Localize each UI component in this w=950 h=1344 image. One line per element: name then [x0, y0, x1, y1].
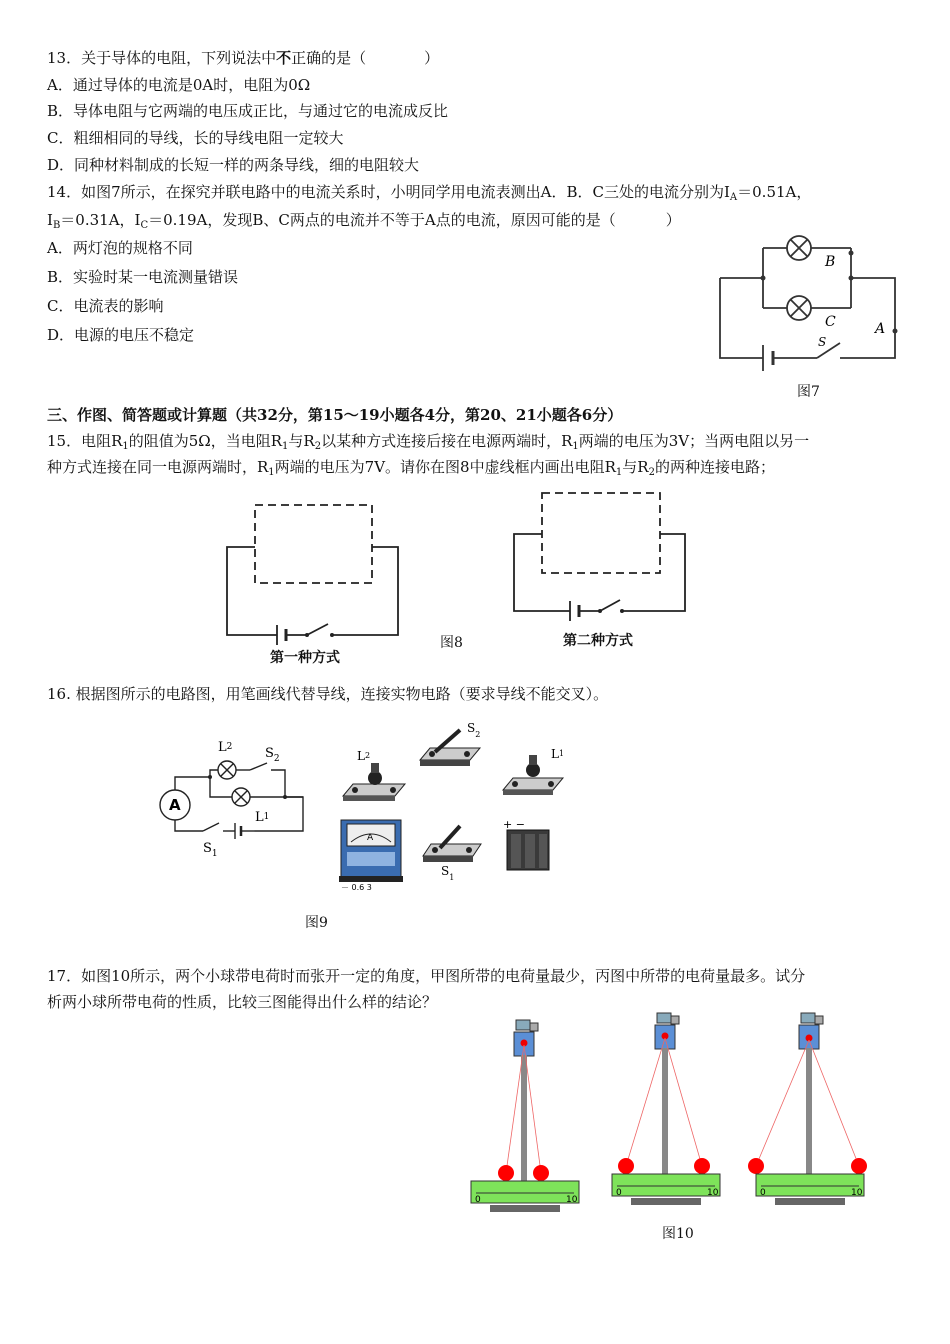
section3-title: 三、作图、简答题或计算题（共32分，第15～19小题各4分，第20、21小题各6分） — [47, 406, 623, 424]
svg-text:L1 — [551, 747, 564, 761]
switch-s2-component — [420, 721, 480, 766]
figure7-label-b: B — [825, 254, 836, 270]
q13-option-a: A．通过导体的电流是0A时，电阻为0Ω — [47, 76, 311, 94]
component-l1-label: L — [551, 747, 559, 761]
q13-option-c: C．粗细相同的导线，长的导线电阻一定较大 — [47, 129, 344, 147]
svg-text:L1 — [255, 810, 269, 825]
bulb-l2-component — [343, 749, 405, 801]
q15-stem-line1: 15．电阻$R_1$的阻值为5Ω，当电阻$R_1$与$R_2$以某种方式连接后接在电源两端时，$R_1$两端的电压为3V；当两电阻以另一 — [47, 432, 810, 452]
q14-stem-line2: $I_B=0.31A$，$I_C=0.19A$，发现B、C两点的电流并不等于A点的电流，原因可能的是（ ） — [47, 211, 681, 231]
figure9-circuit-diagram — [155, 735, 315, 865]
figure9-components — [335, 718, 595, 893]
figure9-caption: 图9 — [305, 915, 328, 931]
figure8-label-second: 第二种方式 — [563, 633, 633, 649]
component-l1-sub: 1 — [558, 749, 565, 758]
q17-stem-line1: 17．如图10所示，两个小球带电荷时而张开一定的角度，甲图所带的电荷量最少，丙图中所带的电荷量最多。试分 — [47, 967, 806, 985]
svg-text:S1 — [203, 841, 218, 859]
diagram-s1-label: S — [203, 841, 212, 856]
diagram-l2-label: L — [218, 740, 227, 755]
figure7-label-a: A — [875, 321, 886, 337]
scale2-start: 0 — [616, 1188, 622, 1198]
figure10-electroscope-1 — [470, 1015, 590, 1220]
svg-text:L2 — [218, 740, 232, 755]
figure10-caption: 图10 — [662, 1226, 694, 1242]
q13-stem: 13．关于导体的电阻，下列说法中不正确的是（ ） — [47, 49, 440, 67]
svg-text:S1 — [441, 864, 454, 882]
q16-stem: 16. 根据图所示的电路图，用笔画线代替导线，连接实物电路（要求导线不能交叉）。 — [47, 685, 609, 703]
diagram-s2-sub: 2 — [273, 754, 280, 764]
q13-option-b: B．导体电阻与它两端的电压成正比，与通过它的电流成反比 — [47, 102, 449, 120]
svg-text:S2 — [467, 721, 480, 739]
bulb-l1-component — [503, 747, 564, 795]
battery-signs: + − — [503, 818, 525, 831]
q17-stem-line2: 析两小球所带电荷的性质，比较三图能得出什么样的结论？ — [47, 993, 438, 1011]
switch-s1-component — [423, 826, 481, 882]
figure10-electroscope-2 — [611, 1008, 731, 1213]
figure7-label-c: C — [825, 314, 836, 330]
figure7-caption: 图7 — [797, 384, 820, 400]
component-s2-sub: 2 — [475, 730, 481, 739]
q14-stem-line1: 14．如图7所示，在探究并联电路中的电流关系时，小明同学用电流表测出A．B．C三处的电流分别为$I_A=0.51A$， — [47, 183, 812, 203]
q14-option-d: D．电源的电压不稳定 — [47, 326, 195, 344]
svg-text:L2 — [357, 749, 370, 763]
diagram-l1-sub: 1 — [263, 812, 270, 822]
scale3-end: 10 — [851, 1188, 863, 1198]
q15-stem-line2: 种方式连接在同一电源两端时，$R_1$两端的电压为7V。请你在图8中虚线框内画出电阻$R_1$与$R_2$的两种连接电路； — [47, 458, 775, 478]
svg-text:S2 — [265, 746, 280, 764]
figure10-electroscope-3 — [747, 1008, 872, 1213]
diagram-l2-sub: 2 — [226, 742, 233, 752]
component-s1-sub: 1 — [449, 873, 455, 882]
figure8-label-first: 第一种方式 — [270, 650, 340, 666]
scale1-start: 0 — [475, 1195, 481, 1205]
diagram-s2-label: S — [265, 746, 274, 761]
figure8-circuit-first — [222, 500, 402, 650]
component-s1-label: S — [441, 864, 450, 878]
ammeter-component — [339, 820, 403, 892]
q14-option-a: A．两灯泡的规格不同 — [47, 239, 193, 257]
figure7-label-s: S — [818, 335, 827, 349]
q13-option-d: D．同种材料制成的长短一样的两条导线，细的电阻较大 — [47, 156, 420, 174]
q14-option-c: C．电流表的影响 — [47, 297, 164, 315]
q14-option-b: B．实验时某一电流测量错误 — [47, 268, 239, 286]
scale3-start: 0 — [760, 1188, 766, 1198]
component-l2-label: L — [357, 749, 365, 763]
scale2-end: 10 — [707, 1188, 719, 1198]
component-s2-label: S — [467, 721, 476, 735]
component-l2-sub: 2 — [364, 751, 371, 760]
ammeter-face-letter: A — [367, 833, 374, 843]
battery-component — [503, 818, 549, 870]
ammeter-scale-label: － 0.6 3 — [341, 883, 372, 892]
figure8-circuit-second — [512, 490, 692, 620]
figure8-caption: 图8 — [440, 635, 463, 651]
diagram-s1-sub: 1 — [211, 849, 218, 859]
diagram-l1-label: L — [255, 810, 264, 825]
ammeter-symbol-label: A — [169, 796, 181, 814]
scale1-end: 10 — [566, 1195, 578, 1205]
figure7-circuit — [715, 233, 915, 373]
